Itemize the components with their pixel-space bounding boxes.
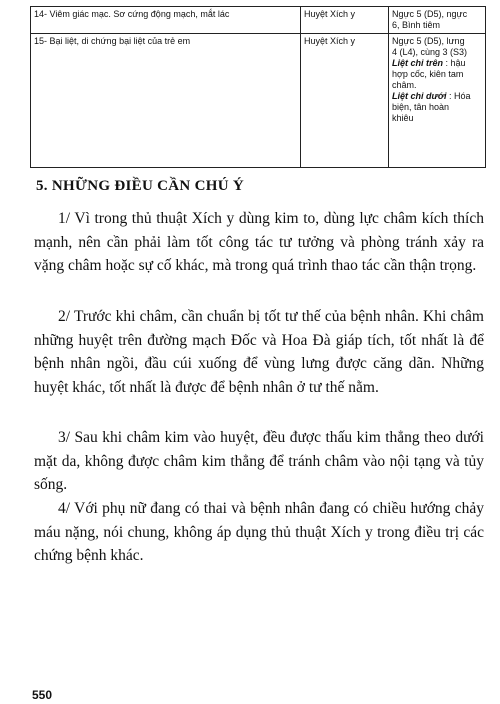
table-row [31, 34, 486, 168]
section-heading: 5. NHỮNG ĐIỀU CẦN CHÚ Ý [36, 178, 245, 194]
points-cell: Ngực 5 (D5), ngực 6, Bình tiêm [389, 7, 486, 34]
paragraph: 1/ Vì trong thủ thuật Xích y dùng kim to, dùng lực châm kích thích mạnh, nên cần phải làm tốt công tác tư tưởng và phòng tránh xảy ra vặng châm hoặc sự cố khác, mà trong quá trình thao tác cần thận trọng. [34, 210, 484, 274]
table-row [31, 7, 486, 34]
paragraph: 4/ Với phụ nữ đang có thai và bệnh nhân đang có chiều hướng chảy máu nặng, nói chung, không áp dụng thủ thuật Xích y trong điều trị các chứng bệnh khác. [34, 500, 484, 564]
paragraph: 3/ Sau khi châm kim vào huyệt, đều được thấu kim thẳng theo dưới mặt da, không được châm kim thẳng để tránh châm vào nội tạng và tủy sống. [34, 429, 484, 493]
method-cell: Huyệt Xích y [301, 34, 389, 168]
disease-cell: 15- Bại liệt, di chứng bại liệt của trẻ em [31, 34, 301, 168]
points-cell: Ngực 5 (D5), lưng 4 (L4), cùng 3 (S3) Liệt chi trên : hậu hợp cốc, kiên tam châm. Liệt chi dưới : Hóa biện, tân hoàn khiêu [389, 34, 486, 168]
disease-cell: 14- Viêm giác mạc. Sơ cứng động mạch, mắt lác [31, 7, 301, 34]
paragraph: 2/ Trước khi châm, cần chuẩn bị tốt tư thế của bệnh nhân. Khi châm những huyệt trên đường mạch Đốc và Hoa Đà giáp tích, tốt nhất là để bệnh nhân ngồi, đầu cúi xuống để vùng lưng được căng dãn. Những huyệt khác, tốt nhất là được để bệnh nhân ở tư thế nằm. [34, 308, 484, 396]
treatment-table [30, 6, 486, 168]
method-cell: Huyệt Xích y [301, 7, 389, 34]
upper-limb-label: Liệt chi trên [392, 58, 444, 68]
page-number: 550 [32, 688, 53, 702]
lower-limb-label: Liệt chi dưới [392, 91, 447, 101]
